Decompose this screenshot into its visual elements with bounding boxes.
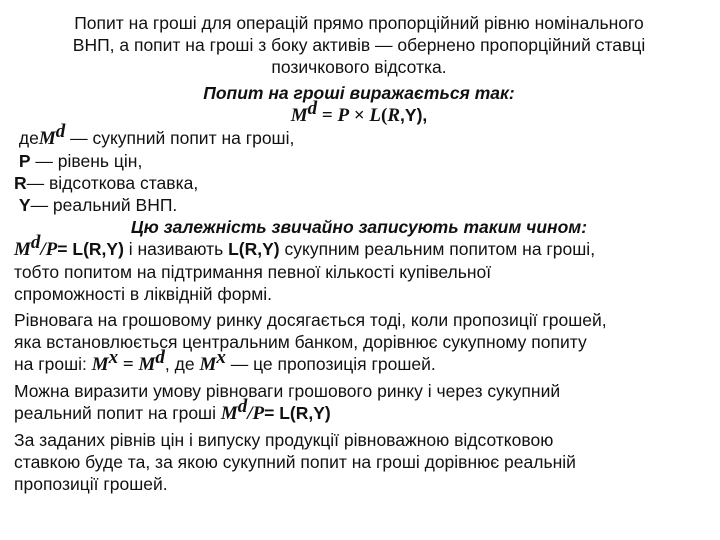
text-fragment: — відсоткова ставка, xyxy=(26,173,199,193)
text-fragment: і називають xyxy=(123,239,229,259)
text-line: ВНП, а попит на гроші з боку активів — обернено пропорційний ставці xyxy=(72,35,646,55)
symbol: P xyxy=(18,151,31,171)
text-line: ставкою буде та, за якою сукупний попит на гроші дорівнює реальній xyxy=(14,452,576,472)
math-superscript: d xyxy=(237,396,248,417)
text-fragment: — рівень цін, xyxy=(30,151,143,171)
definition-p xyxy=(14,150,704,172)
math-symbol: L xyxy=(369,105,382,126)
text-line: тобто попитом на підтримання певної кількості купівельної xyxy=(14,262,492,282)
math-symbol: M xyxy=(91,354,109,375)
math-symbol: M xyxy=(290,105,308,126)
definition-y xyxy=(14,194,704,216)
formula-fragment: L(R,Y) xyxy=(228,239,280,259)
intro-paragraph xyxy=(14,12,704,78)
text-line xyxy=(14,232,704,261)
math-superscript: d xyxy=(30,232,41,253)
text-fragment: — сукупний попит на гроші, xyxy=(65,128,295,148)
heading-dependence: Цю залежність звичайно записують таким чином: xyxy=(130,217,588,237)
paragraph-conclusion xyxy=(14,429,704,495)
math-symbol: M xyxy=(14,239,31,260)
definition-md xyxy=(14,121,704,150)
math-operator: ( xyxy=(381,105,388,126)
math-symbol: M xyxy=(220,403,238,424)
math-operator: = xyxy=(317,105,338,126)
math-symbol: M xyxy=(138,354,156,375)
text-fragment: де xyxy=(18,128,39,148)
math-superscript: x xyxy=(216,347,226,368)
symbol: R xyxy=(14,173,27,193)
math-symbol: /P xyxy=(40,239,58,260)
text-fragment: на гроші: xyxy=(14,354,92,374)
math-superscript: d xyxy=(55,121,66,142)
math-superscript: x xyxy=(108,347,119,368)
text-line xyxy=(14,396,704,425)
symbol: Y xyxy=(18,195,31,215)
text-fragment: — реальний ВНП. xyxy=(30,195,178,215)
math-symbol: /P xyxy=(247,403,265,424)
math-symbol: M xyxy=(199,354,217,375)
text-line: Рівновага на грошовому ринку досягається тоді, коли пропозиції грошей, xyxy=(14,310,607,330)
formula-money-demand xyxy=(14,98,704,127)
definition-r xyxy=(14,172,704,194)
text-line: За заданих рівнів цін і випуску продукції рівноважною відсотковою xyxy=(14,430,554,450)
text-fragment: , де xyxy=(164,354,200,374)
text-line: яка встановлюється центральним банком, дорівнює сукупному попиту xyxy=(14,332,587,352)
math-superscript: d xyxy=(307,98,318,119)
math-operator: × xyxy=(349,105,370,126)
paragraph-real-demand xyxy=(14,232,704,305)
paragraph-condition xyxy=(14,380,704,425)
heading-money-demand: Попит на гроші виражається так: xyxy=(203,83,515,103)
text-line: спроможності в ліквідній формі. xyxy=(14,284,273,304)
formula-fragment: = L(R,Y) xyxy=(264,403,331,423)
text-line: пропозиції грошей. xyxy=(14,474,168,494)
definitions xyxy=(14,121,704,216)
text-line: Можна виразити умову рівноваги грошового ринку і через сукупний xyxy=(14,381,561,401)
text-fragment: — це пропозиція грошей. xyxy=(225,354,436,374)
math-operator: = xyxy=(118,354,139,375)
math-symbol: M xyxy=(38,128,56,149)
math-symbol: R xyxy=(387,105,401,126)
text-fragment: реальний попит на гроші xyxy=(14,403,221,423)
math-tail: ,Y), xyxy=(400,105,428,125)
text-line: Попит на гроші для операцій прямо пропорційний рівню номінального xyxy=(74,13,644,33)
paragraph-equilibrium xyxy=(14,309,704,376)
math-symbol: P xyxy=(337,105,350,126)
text-line: позичкового відсотка. xyxy=(271,57,447,77)
text-fragment: сукупним реальним попитом на гроші, xyxy=(279,239,596,259)
text-line xyxy=(14,347,704,376)
math-superscript: d xyxy=(155,347,165,368)
formula-fragment: = L(R,Y) xyxy=(57,239,124,259)
